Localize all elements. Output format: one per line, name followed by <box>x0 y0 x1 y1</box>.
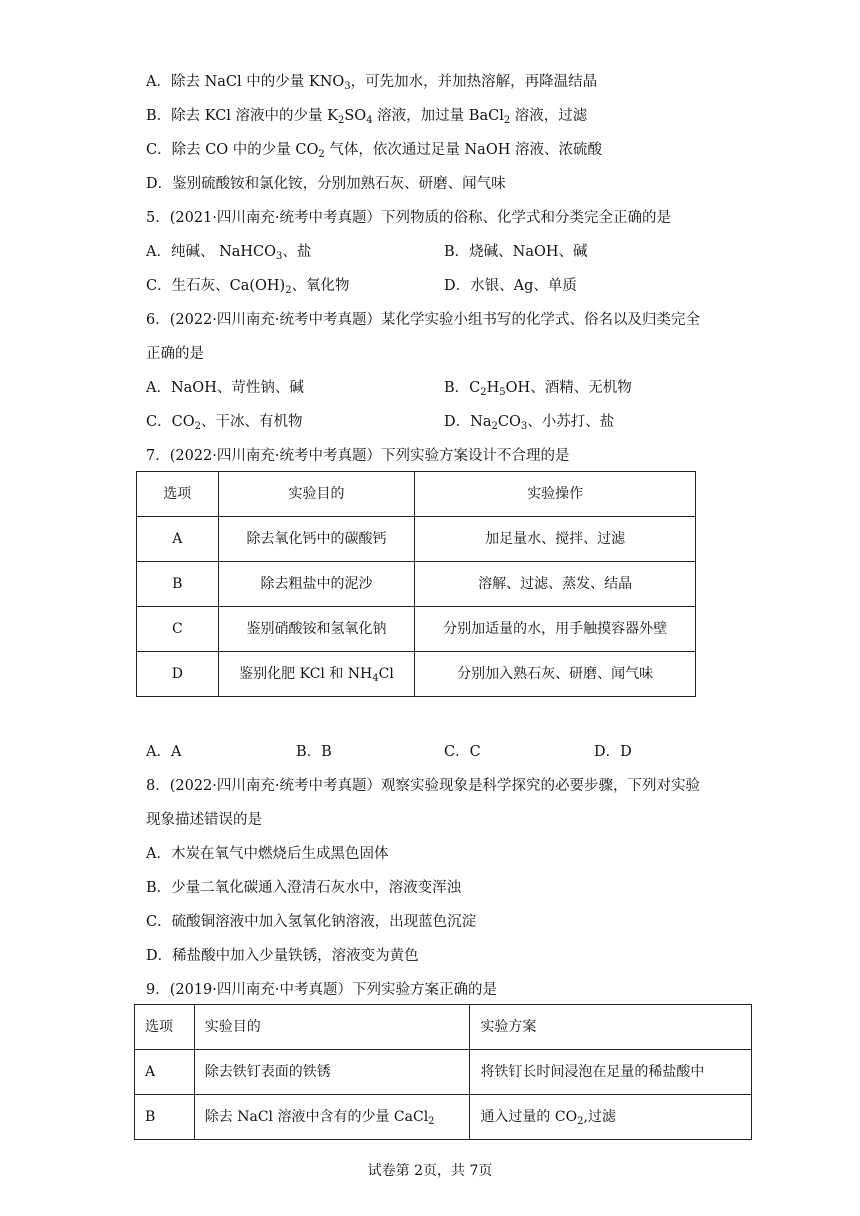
table-cell: C <box>137 607 219 652</box>
table-cell: B <box>135 1095 195 1140</box>
q8-option-a: A．木炭在氧气中燃烧后生成黑色固体 <box>146 846 389 862</box>
table-row <box>137 517 696 562</box>
table-cell: A <box>137 517 219 562</box>
q8-stem-line2: 现象描述错误的是 <box>146 812 262 828</box>
table-cell: 分别加入熟石灰、研磨、闻气味 <box>415 652 696 697</box>
q4-option-b: B．除去 KCl 溶液中的少量 $K_2SO_4$ 溶液，加过量 BaCl$_2$ 溶液，过滤 <box>146 108 588 126</box>
q6-option-d: D．$Na_2CO_3$、小苏打、盐 <box>444 414 615 432</box>
table-cell: 鉴别化肥 KCl 和 $NH_4Cl$ <box>218 652 415 697</box>
table-cell: A <box>135 1050 195 1095</box>
q7-option-d: D．D <box>594 744 632 760</box>
q6-stem-line2: 正确的是 <box>146 346 204 362</box>
q4-option-c: C．除去 CO 中的少量 $CO_2$ 气体，依次通过足量 NaOH 溶液、浓硫酸 <box>146 142 602 160</box>
q5-option-a: A．纯碱、 NaHCO$_3$、盐 <box>146 244 312 262</box>
table-cell: 加足量水、搅拌、过滤 <box>415 517 696 562</box>
table-header-cell: 实验目的 <box>218 472 415 517</box>
table-cell: 除去铁钉表面的铁锈 <box>194 1050 470 1095</box>
table-cell: 分别加适量的水，用手触摸容器外壁 <box>415 607 696 652</box>
table-cell: 除去 NaCl 溶液中含有的少量 CaCl$_2$ <box>194 1095 470 1140</box>
table-cell: 溶解、过滤、蒸发、结晶 <box>415 562 696 607</box>
q6-option-a: A．NaOH、苛性钠、碱 <box>146 380 304 396</box>
table-cell: 鉴别硝酸铵和氢氧化钠 <box>218 607 415 652</box>
table-cell: 通入过量的 $CO_2$,过滤 <box>470 1095 752 1140</box>
q4-option-d: D．鉴别硫酸铵和氯化铵，分别加熟石灰、研磨、闻气味 <box>146 176 506 192</box>
q6-stem-line1: 6．(2022·四川南充·统考中考真题）某化学实验小组书写的化学式、俗名以及归类完全 <box>146 312 700 328</box>
table-cell: D <box>137 652 219 697</box>
q5-option-c: C．生石灰、$Ca(OH)_2$、氧化物 <box>146 278 350 296</box>
q8-stem-line1: 8．(2022·四川南充·统考中考真题）观察实验现象是科学探究的必要步骤，下列对实验 <box>146 778 700 794</box>
q7-table <box>136 471 696 697</box>
q8-option-c: C．硫酸铜溶液中加入氢氧化钠溶液，出现蓝色沉淀 <box>146 914 477 930</box>
q6-option-b: B．$C_2H_5OH$、酒精、无机物 <box>444 380 632 398</box>
q4-option-a: A．除去 NaCl 中的少量 $KNO_3$，可先加水，并加热溶解，再降温结晶 <box>146 74 598 92</box>
q8-option-b: B．少量二氧化碳通入澄清石灰水中，溶液变浑浊 <box>146 880 462 896</box>
table-cell: 除去粗盐中的泥沙 <box>218 562 415 607</box>
table-row <box>137 652 696 697</box>
table-header-cell: 实验操作 <box>415 472 696 517</box>
table-row <box>137 562 696 607</box>
q8-option-d: D．稀盐酸中加入少量铁锈，溶液变为黄色 <box>146 948 419 964</box>
table-header-row <box>135 1005 752 1050</box>
page-footer: 试卷第 2页，共 7页 <box>367 1163 493 1179</box>
table-row <box>135 1095 752 1140</box>
q7-option-b: B．B <box>296 744 332 760</box>
q7-option-c: C．C <box>444 744 481 760</box>
q5-stem: 5．(2021·四川南充·统考中考真题）下列物质的俗称、化学式和分类完全正确的是 <box>146 210 671 226</box>
table-header-cell: 实验方案 <box>470 1005 752 1050</box>
q6-option-c: C．$CO_2$、干冰、有机物 <box>146 414 303 432</box>
q9-table <box>134 1004 752 1140</box>
table-header-cell: 实验目的 <box>194 1005 470 1050</box>
table-header-row <box>137 472 696 517</box>
table-row <box>135 1050 752 1095</box>
table-header-cell: 选项 <box>135 1005 195 1050</box>
table-header-cell: 选项 <box>137 472 219 517</box>
table-cell: 除去氧化钙中的碳酸钙 <box>218 517 415 562</box>
q7-option-a: A．A <box>146 744 182 760</box>
table-row <box>137 607 696 652</box>
q5-option-d: D．水银、Ag、单质 <box>444 278 577 294</box>
q5-option-b: B．烧碱、NaOH、碱 <box>444 244 588 260</box>
table-cell: B <box>137 562 219 607</box>
q9-stem: 9．(2019·四川南充·中考真题）下列实验方案正确的是 <box>146 982 498 998</box>
q7-stem: 7．(2022·四川南充·统考中考真题）下列实验方案设计不合理的是 <box>146 448 570 464</box>
table-cell: 将铁钉长时间浸泡在足量的稀盐酸中 <box>470 1050 752 1095</box>
